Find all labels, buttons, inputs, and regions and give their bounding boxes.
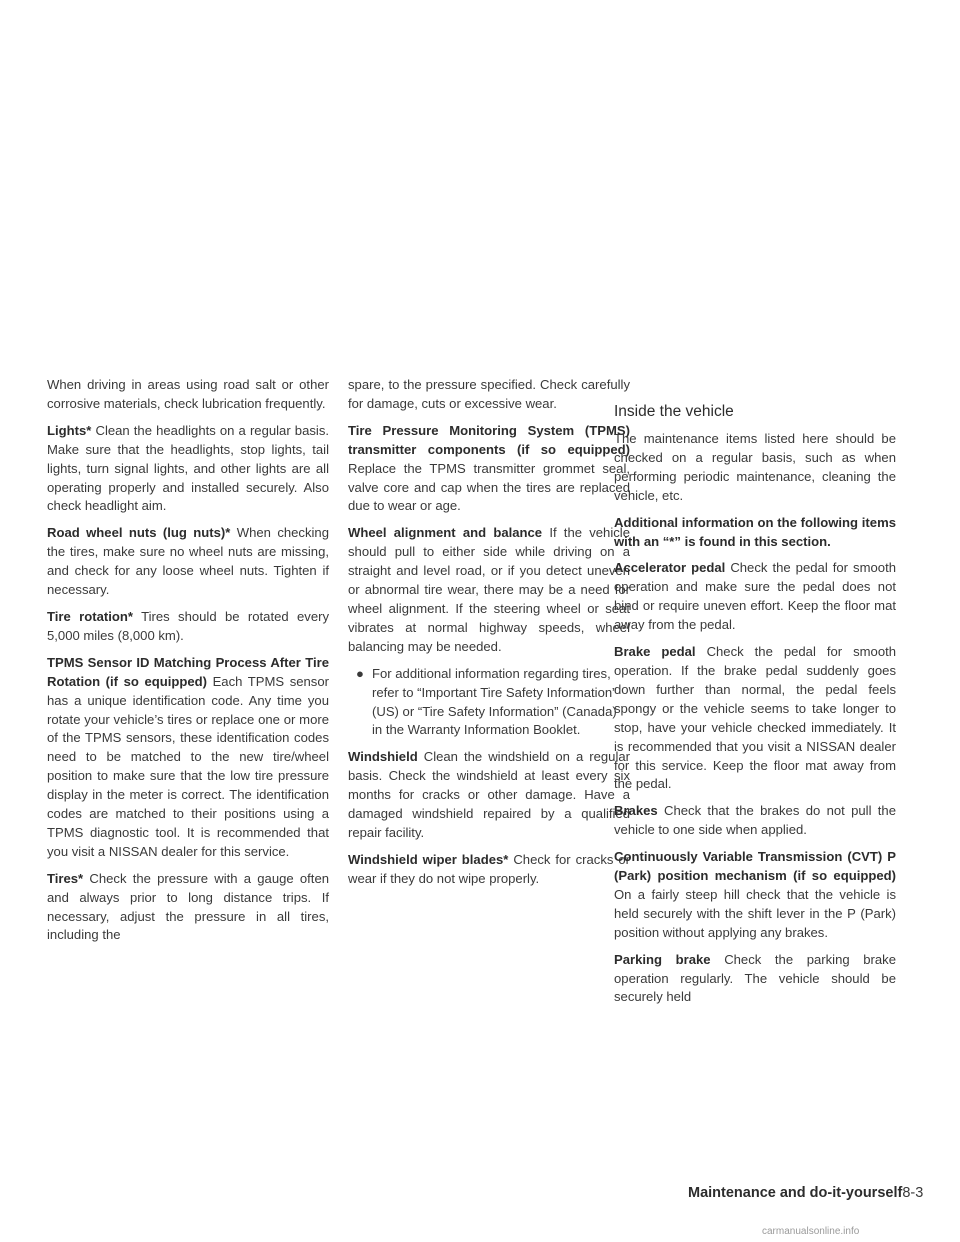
bullet-tire-info: ● For additional information regarding tires, refer to “Important Tire Safety Information” (US) or “Tire Safety Information” (Canada) in the Warranty Information Booklet. bbox=[348, 665, 630, 741]
paragraph-tpms-id: TPMS Sensor ID Matching Process After Tire Rotation (if so equipped) Each TPMS sensor has a unique identification code. Any time you rotate your vehicle’s tires or replace one or more of the TPMS sensors, these identification codes need to be matched to the new tire/wheel position to make sure that the low tire pressure display in the meter is correct. The identification codes are matched to their positions using a TPMS diagnostic tool. It is recommended that you visit a NISSAN dealer for this service. bbox=[47, 654, 329, 859]
paragraph-lights: Lights* Clean the headlights on a regular basis. Make sure that the headlights, stop lights, tail lights, turn signal lights, and other lights are all operating properly and installed securely. Also check headlight aim. bbox=[47, 422, 330, 514]
paragraph-cvt: Continuously Variable Transmission (CVT) P (Park) position mechanism (if so equipped) On a fairly steep hill check that the vehicle is held securely with the shift lever in the P (Park) position without applying any brakes. bbox=[614, 849, 896, 940]
paragraph-wiper: Windshield wiper blades* Check for cracks or wear if they do not wipe properly. bbox=[348, 851, 631, 886]
term-tire-rotation: Tire rotation* bbox=[47, 608, 133, 624]
column-left bbox=[47, 376, 329, 953]
watermark: carmanualsonline.info bbox=[762, 1226, 860, 1237]
section-heading-inside-vehicle: Inside the vehicle bbox=[614, 403, 734, 420]
bullet-icon: ● bbox=[356, 665, 364, 681]
term-parking-brake: Parking brake bbox=[614, 951, 711, 967]
paragraph-road-salt: When driving in areas using road salt or other corrosive materials, check lubrication frequently. bbox=[47, 377, 329, 411]
term-brake-pedal: Brake pedal bbox=[614, 644, 696, 660]
term-wiper: Windshield wiper blades* bbox=[348, 851, 509, 867]
paragraph-brakes: Brakes Check that the brakes do not pull the vehicle to one side when applied. bbox=[614, 803, 896, 838]
paragraph-windshield: Windshield Clean the windshield on a regular basis. Check the windshield at least every six months for cracks or other damage. Have a damaged windshield repaired by a qualified repair facility. bbox=[348, 749, 630, 840]
paragraph-tires-cont: spare, to the pressure specified. Check carefully for damage, cuts or excessive wear. bbox=[348, 377, 630, 411]
paragraph-lug-nuts: Road wheel nuts (lug nuts)* When checking the tires, make sure no wheel nuts are missing, and check for any loose wheel nuts. Tighten if necessary. bbox=[47, 525, 329, 598]
term-cvt: Continuously Variable Transmission (CVT) P (Park) position mechanism (if so equipped) bbox=[614, 849, 896, 884]
term-brakes: Brakes bbox=[614, 803, 658, 819]
term-tpms: Tire Pressure Monitoring System (TPMS) transmitter components (if so equipped) bbox=[348, 422, 630, 457]
paragraph-note: Additional information on the following items with an “*” is found in this section. bbox=[614, 514, 896, 549]
paragraph-inside-intro: The maintenance items listed here should be checked on a regular basis, such as when performing periodic maintenance, cleaning the vehicle, etc. bbox=[614, 431, 896, 503]
page-footer bbox=[688, 1185, 923, 1201]
term-tires: Tires* bbox=[47, 870, 84, 886]
term-alignment: Wheel alignment and balance bbox=[348, 525, 543, 541]
footer-section-title: Maintenance and do-it-yourself bbox=[688, 1185, 903, 1201]
term-windshield: Windshield bbox=[348, 749, 418, 765]
paragraph-brake-pedal: Brake pedal Check the pedal for smooth operation. If the brake pedal suddenly goes down further than normal, the pedal feels spongy or the vehicle seems to take longer to stop, have your vehicle checked immediately. It is recommended that you visit a NISSAN dealer for this service. Keep the floor mat away from the pedal. bbox=[614, 644, 897, 792]
paragraph-alignment: Wheel alignment and balance If the vehicle should pull to either side while driving on a straight and level road, or if you detect uneven or abnormal tire wear, there may be a need for wheel alignment. If the steering wheel or seat vibrates at normal highway speeds, wheel balancing may be needed. bbox=[348, 525, 630, 654]
page-number: 8-3 bbox=[902, 1185, 924, 1201]
term-tpms-id: TPMS Sensor ID Matching Process After Tire Rotation (if so equipped) bbox=[47, 654, 329, 689]
paragraph-parking-brake: Parking brake Check the parking brake operation regularly. The vehicle should be securely held bbox=[614, 951, 897, 1005]
term-lug-nuts: Road wheel nuts (lug nuts)* bbox=[47, 525, 231, 541]
column-middle bbox=[348, 376, 630, 897]
term-lights: Lights* bbox=[47, 422, 92, 438]
paragraph-accelerator: Accelerator pedal Check the pedal for smooth operation and make sure the pedal does not bind or require uneven effort. Keep the floor mat away from the pedal. bbox=[614, 560, 896, 633]
column-right bbox=[614, 430, 896, 1015]
paragraph-tires: Tires* Check the pressure with a gauge often and always prior to long distance trips. If necessary, adjust the pressure in all tires, including the bbox=[47, 870, 330, 943]
paragraph-tpms: Tire Pressure Monitoring System (TPMS) transmitter components (if so equipped) Replace the TPMS transmitter grommet seal, valve core and cap when the tires are replaced due to wear or age. bbox=[348, 422, 630, 514]
paragraph-tire-rotation: Tire rotation* Tires should be rotated every 5,000 miles (8,000 km). bbox=[47, 608, 330, 643]
term-accelerator: Accelerator pedal bbox=[614, 560, 726, 576]
